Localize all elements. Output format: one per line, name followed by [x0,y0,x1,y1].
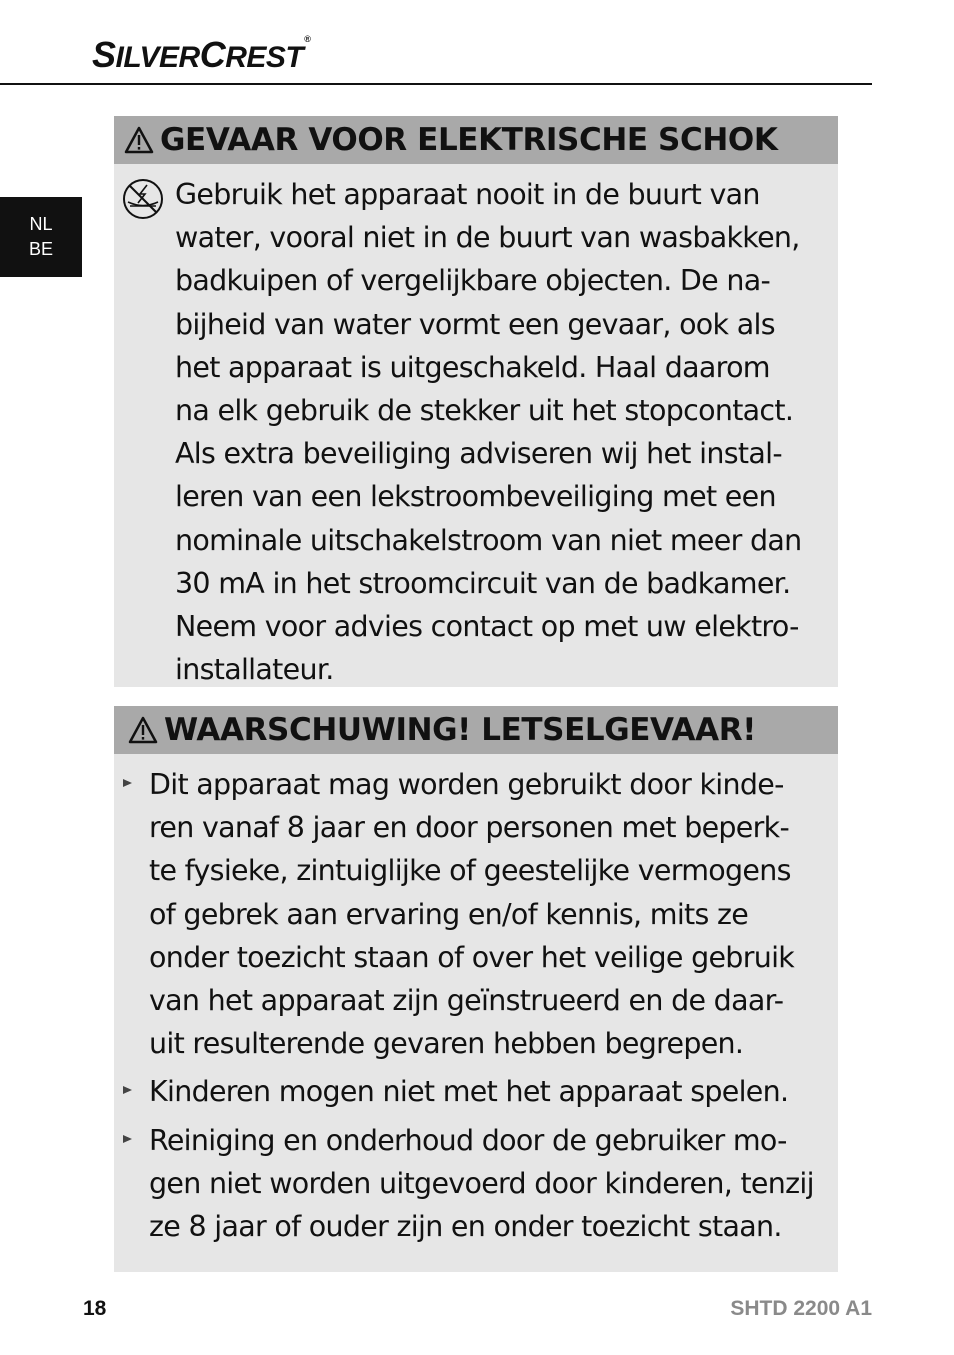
text-line: leren van een lekstroombeveiliging met een [175,480,776,514]
list-item [120,1070,835,1113]
text-line: 30 mA in het stroomcircuit van de badkamer. [175,566,791,600]
language-code-be: BE [28,239,53,259]
language-tab [0,197,82,277]
injury-warning-heading-text: WAARSCHUWING! LETSELGEVAAR! [164,712,756,748]
page-number: 18 [83,1297,107,1320]
text-line: van het apparaat zijn geïnstrueerd en de daar- [149,984,784,1018]
text-line: Dit apparaat mag worden gebruikt door kinde- [149,768,784,801]
model-number: SHTD 2200 A1 [730,1297,872,1320]
electric-shock-warning-box [114,116,838,687]
text-line: badkuipen of vergelijkbare objecten. De na- [175,264,771,298]
bullet-arrow-icon [123,779,132,787]
text-line: nominale uitschakelstroom van niet meer dan [175,523,802,557]
text-line: na elk gebruik de stekker uit het stopcontact. [175,394,794,428]
list-item [120,1119,835,1249]
no-water-shock-icon [121,178,165,220]
text-line: ren vanaf 8 jaar en door personen met beperk- [149,811,790,845]
text-line: te fysieke, zintuiglijke of geestelijke vermogens [149,854,791,888]
header-rule [0,83,872,85]
electric-shock-heading [114,116,838,164]
text-line: onder toezicht staan of over het veilige gebruik [149,940,795,974]
text-line: Kinderen mogen niet met het apparaat spelen. [149,1075,789,1109]
injury-warning-box [114,706,838,1272]
text-line: het apparaat is uitgeschakeld. Haal daarom [175,350,770,384]
bullet-arrow-icon [123,1086,132,1094]
warning-triangle-icon [128,716,158,744]
electric-shock-heading-text: GEVAAR VOOR ELEKTRISCHE SCHOK [160,122,778,158]
text-line: ze 8 jaar of ouder zijn en onder toezicht staan. [149,1210,782,1244]
language-code-nl: NL [29,214,53,234]
text-line: installateur. [175,653,334,687]
text-line: Gebruik het apparaat nooit in de buurt van [175,178,760,211]
text-line: of gebrek aan ervaring en/of kennis, mits ze [149,897,749,931]
text-line: Als extra beveiliging adviseren wij het instal- [175,437,782,471]
text-line: Neem voor advies contact op met uw elektro- [175,610,799,644]
electric-shock-text [175,173,835,691]
text-line: uit resulterende gevaren hebben begrepen. [149,1027,744,1061]
text-line: bijheid van water vormt een gevaar, ook als [175,307,775,341]
injury-warning-heading [114,706,838,754]
bullet-arrow-icon [123,1135,132,1143]
warning-triangle-icon [124,126,154,154]
text-line: Reiniging en onderhoud door de gebruiker mo- [149,1123,787,1157]
silvercrest-logo: SILVERCREST® [92,34,311,75]
injury-warning-list [120,763,835,1253]
text-line: water, vooral niet in de buurt van wasbakken, [175,221,800,255]
text-line: gen niet worden uitgevoerd door kinderen, tenzij [149,1166,814,1200]
list-item [120,763,835,1065]
